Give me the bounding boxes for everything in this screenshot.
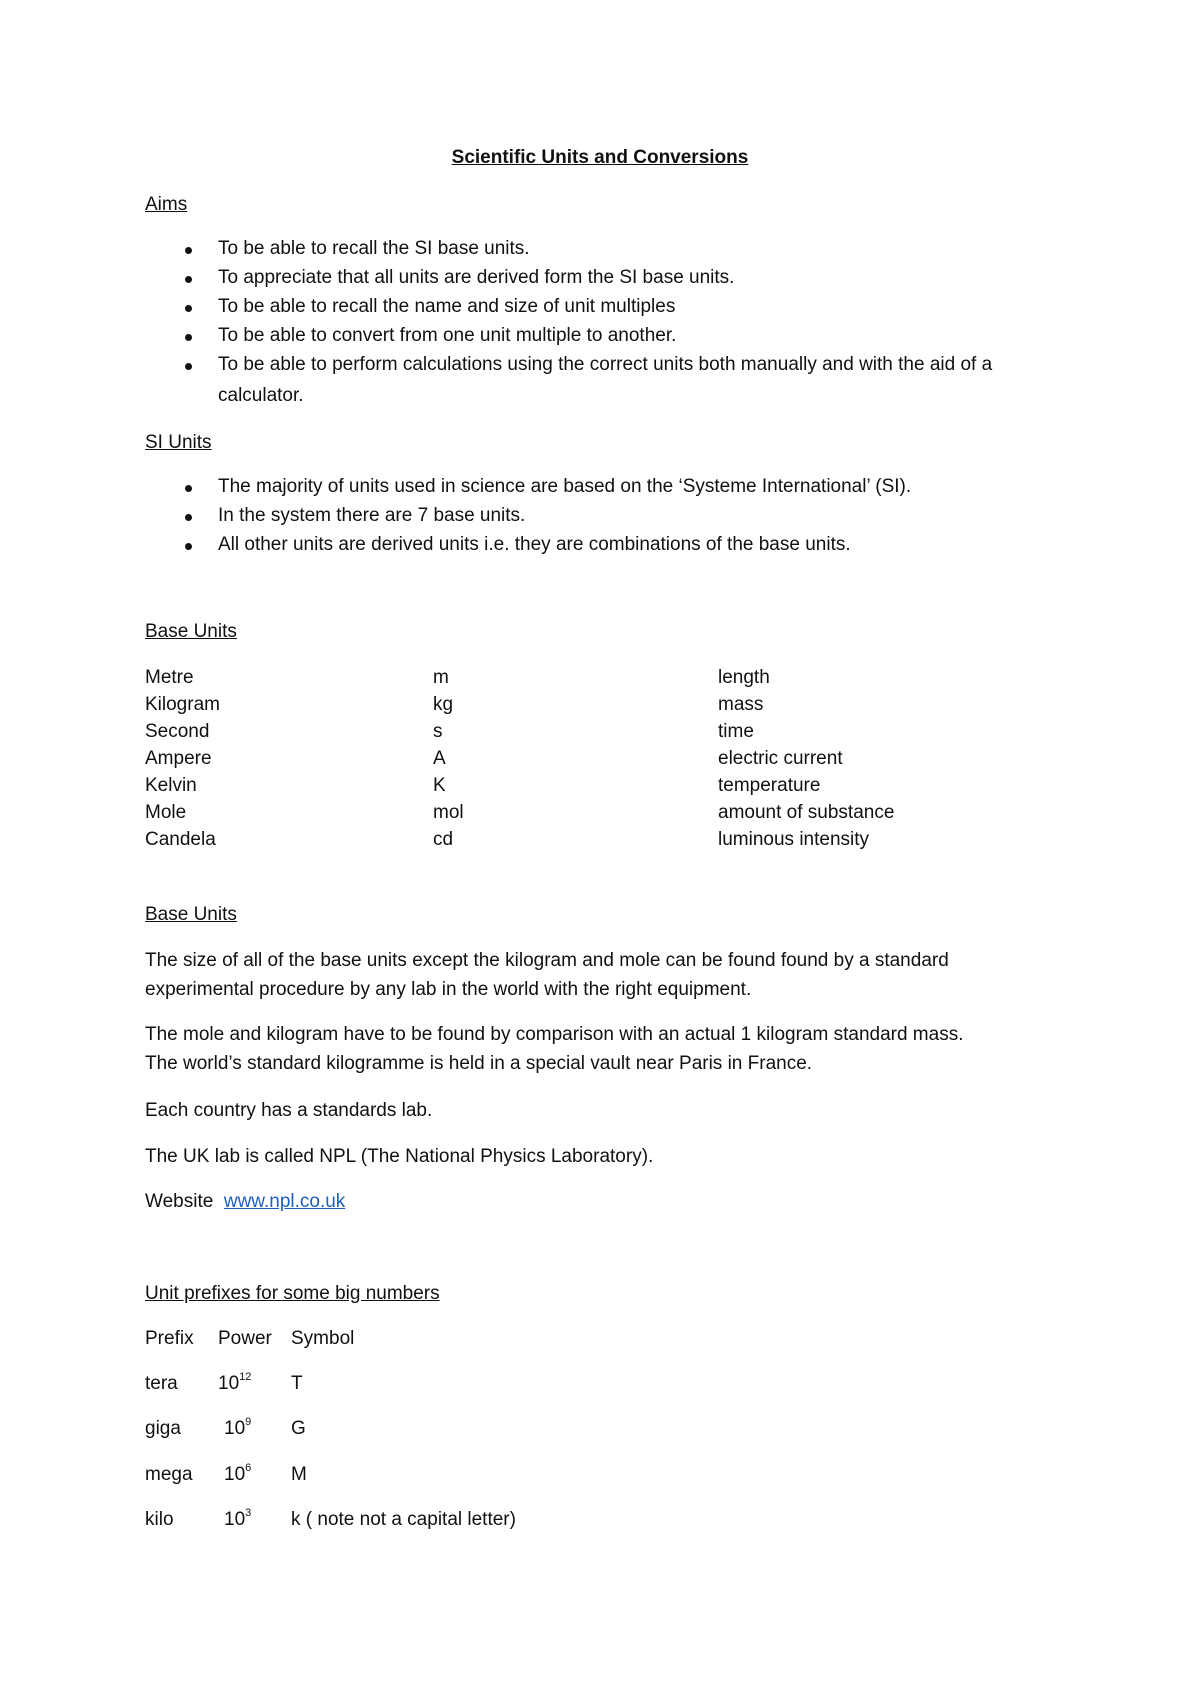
unit-name: Mole [145, 802, 187, 823]
bullet-icon [185, 485, 192, 492]
unit-symbol: K [433, 775, 446, 796]
unit-name: Candela [145, 829, 216, 850]
unit-symbol: m [433, 667, 449, 688]
si-units-item: In the system there are 7 base units. [218, 505, 526, 526]
website-label: Website [145, 1191, 214, 1212]
aims-item: To be able to recall the name and size of unit multiples [218, 296, 676, 317]
prefix-symbol: G [291, 1418, 306, 1439]
base-units-table-heading: Base Units [145, 621, 237, 642]
unit-symbol: kg [433, 694, 454, 715]
aims-item-continuation: calculator. [218, 385, 304, 406]
power-column-header: Power [218, 1328, 272, 1349]
bullet-icon [185, 514, 192, 521]
website-line [145, 1191, 345, 1214]
unit-name: Ampere [145, 748, 212, 769]
unit-symbol: A [433, 748, 446, 769]
prefix-name: kilo [145, 1509, 174, 1530]
aims-item: To be able to perform calculations using the correct units both manually and with the aid of a [218, 354, 993, 375]
unit-symbol: cd [433, 829, 454, 850]
bullet-icon [185, 363, 192, 370]
prefix-power: $10^6$ [224, 1462, 252, 1485]
paragraph-line: Each country has a standards lab. [145, 1100, 433, 1121]
unit-quantity: electric current [718, 748, 843, 769]
bullet-icon [185, 543, 192, 550]
paragraph-line: The size of all of the base units except the kilogram and mole can be found found by a standard [145, 950, 949, 971]
prefix-power: $10^9$ [224, 1416, 252, 1439]
bullet-icon [185, 276, 192, 283]
aims-item: To appreciate that all units are derived form the SI base units. [218, 267, 735, 288]
prefix-power: $10^{12}$ [218, 1371, 252, 1394]
paragraph-line: The mole and kilogram have to be found by comparison with an actual 1 kilogram standard mass. [145, 1024, 964, 1045]
bullet-icon [185, 305, 192, 312]
unit-symbol: mol [433, 802, 464, 823]
si-units-item: All other units are derived units i.e. they are combinations of the base units. [218, 534, 851, 555]
unit-quantity: time [718, 721, 754, 742]
prefixes-heading: Unit prefixes for some big numbers [145, 1283, 440, 1304]
prefix-name: mega [145, 1464, 193, 1485]
prefix-name: giga [145, 1418, 181, 1439]
page-title: Scientific Units and Conversions [451, 147, 749, 168]
unit-quantity: amount of substance [718, 802, 895, 823]
paragraph-line: experimental procedure by any lab in the world with the right equipment. [145, 979, 752, 1000]
unit-name: Kelvin [145, 775, 197, 796]
prefix-symbol: k ( note not a capital letter) [291, 1509, 516, 1530]
aims-item: To be able to recall the SI base units. [218, 238, 530, 259]
paragraph-line: The UK lab is called NPL (The National Physics Laboratory). [145, 1146, 654, 1167]
base-units-text-heading: Base Units [145, 904, 237, 925]
prefix-symbol: T [291, 1373, 303, 1394]
prefix-column-header: Prefix [145, 1328, 194, 1349]
unit-name: Metre [145, 667, 194, 688]
unit-quantity: luminous intensity [718, 829, 870, 850]
unit-symbol: s [433, 721, 443, 742]
unit-name: Kilogram [145, 694, 220, 715]
npl-website-link[interactable]: www.npl.co.uk [223, 1191, 346, 1212]
bullet-icon [185, 247, 192, 254]
prefix-power: $10^3$ [224, 1507, 252, 1530]
si-units-heading: SI Units [145, 432, 212, 453]
prefix-name: tera [145, 1373, 178, 1394]
unit-name: Second [145, 721, 210, 742]
bullet-icon [185, 334, 192, 341]
aims-heading: Aims [145, 194, 188, 215]
prefix-symbol: M [291, 1464, 307, 1485]
symbol-column-header: Symbol [291, 1328, 355, 1349]
unit-quantity: mass [718, 694, 764, 715]
si-units-item: The majority of units used in science are based on the ‘Systeme International’ (SI). [218, 476, 912, 497]
paragraph-line: The world’s standard kilogramme is held in a special vault near Paris in France. [145, 1053, 813, 1074]
unit-quantity: length [718, 667, 770, 688]
unit-quantity: temperature [718, 775, 821, 796]
aims-item: To be able to convert from one unit multiple to another. [218, 325, 677, 346]
